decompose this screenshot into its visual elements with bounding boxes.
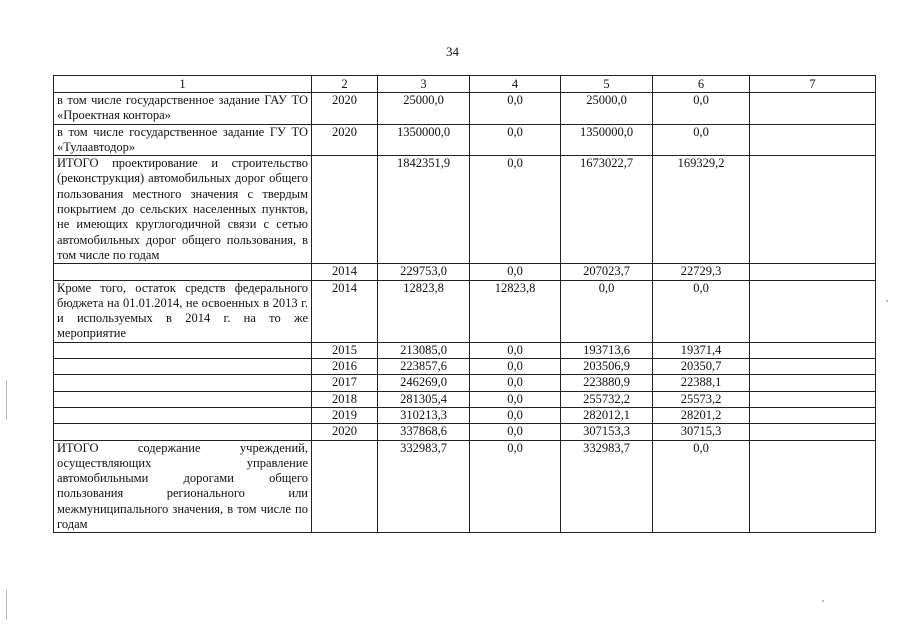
table-row — [54, 391, 876, 407]
budget-table — [53, 75, 876, 533]
scan-speck — [822, 600, 824, 602]
cell-other — [750, 375, 876, 391]
row-year: 2020 — [312, 424, 378, 440]
table-row — [54, 264, 876, 280]
cell-federal: 12823,8 — [470, 280, 561, 342]
table-row — [54, 424, 876, 440]
row-label — [54, 264, 312, 280]
row-year: 2020 — [312, 124, 378, 156]
cell-regional: 255732,2 — [561, 391, 653, 407]
table-row — [54, 124, 876, 156]
cell-local: 20350,7 — [653, 359, 750, 375]
cell-other — [750, 342, 876, 358]
cell-other — [750, 391, 876, 407]
table-row — [54, 440, 876, 533]
cell-federal: 0,0 — [470, 93, 561, 125]
cell-federal: 0,0 — [470, 264, 561, 280]
row-year — [312, 156, 378, 264]
cell-total: 213085,0 — [378, 342, 470, 358]
cell-local: 0,0 — [653, 440, 750, 533]
header-cell: 7 — [750, 76, 876, 93]
cell-total: 310213,3 — [378, 407, 470, 423]
row-label — [54, 391, 312, 407]
cell-total: 281305,4 — [378, 391, 470, 407]
table-row — [54, 280, 876, 342]
cell-regional: 0,0 — [561, 280, 653, 342]
cell-local: 22729,3 — [653, 264, 750, 280]
cell-other — [750, 264, 876, 280]
row-label: в том числе государственное задание ГАУ ТО «Проектная контора» — [54, 93, 312, 125]
cell-total: 332983,7 — [378, 440, 470, 533]
cell-federal: 0,0 — [470, 391, 561, 407]
cell-regional: 25000,0 — [561, 93, 653, 125]
cell-local: 30715,3 — [653, 424, 750, 440]
scan-speck — [6, 590, 7, 620]
cell-total: 246269,0 — [378, 375, 470, 391]
cell-local: 25573,2 — [653, 391, 750, 407]
scan-speck — [6, 380, 7, 420]
header-cell: 6 — [653, 76, 750, 93]
row-year: 2018 — [312, 391, 378, 407]
cell-local: 22388,1 — [653, 375, 750, 391]
cell-total: 12823,8 — [378, 280, 470, 342]
cell-total: 223857,6 — [378, 359, 470, 375]
row-label: Кроме того, остаток средств федерального бюджета на 01.01.2014, не освоенных в 2013 г. и используемых в 2014 г. на то же мероприятие — [54, 280, 312, 342]
row-year: 2014 — [312, 280, 378, 342]
row-label — [54, 342, 312, 358]
scan-speck — [886, 300, 888, 302]
table-row — [54, 156, 876, 264]
cell-other — [750, 407, 876, 423]
cell-local: 0,0 — [653, 280, 750, 342]
table-row — [54, 93, 876, 125]
row-label: в том числе государственное задание ГУ ТО «Тулаавтодор» — [54, 124, 312, 156]
cell-federal: 0,0 — [470, 375, 561, 391]
cell-local: 19371,4 — [653, 342, 750, 358]
row-year — [312, 440, 378, 533]
cell-total: 1842351,9 — [378, 156, 470, 264]
cell-regional: 223880,9 — [561, 375, 653, 391]
row-year: 2020 — [312, 93, 378, 125]
cell-other — [750, 156, 876, 264]
cell-total: 229753,0 — [378, 264, 470, 280]
row-year: 2014 — [312, 264, 378, 280]
cell-regional: 332983,7 — [561, 440, 653, 533]
cell-regional: 193713,6 — [561, 342, 653, 358]
cell-total: 337868,6 — [378, 424, 470, 440]
cell-local: 0,0 — [653, 124, 750, 156]
header-cell: 3 — [378, 76, 470, 93]
cell-federal: 0,0 — [470, 342, 561, 358]
cell-federal: 0,0 — [470, 424, 561, 440]
cell-other — [750, 359, 876, 375]
header-cell: 2 — [312, 76, 378, 93]
cell-regional: 207023,7 — [561, 264, 653, 280]
cell-federal: 0,0 — [470, 359, 561, 375]
cell-regional: 307153,3 — [561, 424, 653, 440]
cell-federal: 0,0 — [470, 156, 561, 264]
row-label: ИТОГО содержание учреждений, осуществляющих управление автомобильными дорогами общего пользования регионального или межмуниципального значения, в том числе по годам — [54, 440, 312, 533]
cell-other — [750, 424, 876, 440]
cell-regional: 282012,1 — [561, 407, 653, 423]
cell-federal: 0,0 — [470, 407, 561, 423]
row-label — [54, 375, 312, 391]
cell-other — [750, 93, 876, 125]
row-label — [54, 359, 312, 375]
cell-regional: 1350000,0 — [561, 124, 653, 156]
header-cell: 5 — [561, 76, 653, 93]
table-row — [54, 375, 876, 391]
row-label — [54, 407, 312, 423]
row-label — [54, 424, 312, 440]
row-year: 2017 — [312, 375, 378, 391]
header-cell: 4 — [470, 76, 561, 93]
cell-other — [750, 440, 876, 533]
cell-local: 28201,2 — [653, 407, 750, 423]
cell-regional: 1673022,7 — [561, 156, 653, 264]
header-cell: 1 — [54, 76, 312, 93]
row-label: ИТОГО проектирование и строительство (реконструкция) автомобильных дорог общего пользования местного значения с твердым покрытием до сельских населенных пунктов, не имеющих круглогодичной связи с сетью автомобильных дорог общего пользования, в том числе по годам — [54, 156, 312, 264]
row-year: 2019 — [312, 407, 378, 423]
table-row — [54, 342, 876, 358]
cell-other — [750, 280, 876, 342]
row-year: 2016 — [312, 359, 378, 375]
table-header-row — [54, 76, 876, 93]
cell-local: 169329,2 — [653, 156, 750, 264]
cell-other — [750, 124, 876, 156]
cell-total: 25000,0 — [378, 93, 470, 125]
cell-federal: 0,0 — [470, 440, 561, 533]
cell-regional: 203506,9 — [561, 359, 653, 375]
page-number: 34 — [446, 44, 459, 59]
row-year: 2015 — [312, 342, 378, 358]
table-row — [54, 359, 876, 375]
table-row — [54, 407, 876, 423]
cell-total: 1350000,0 — [378, 124, 470, 156]
cell-federal: 0,0 — [470, 124, 561, 156]
cell-local: 0,0 — [653, 93, 750, 125]
